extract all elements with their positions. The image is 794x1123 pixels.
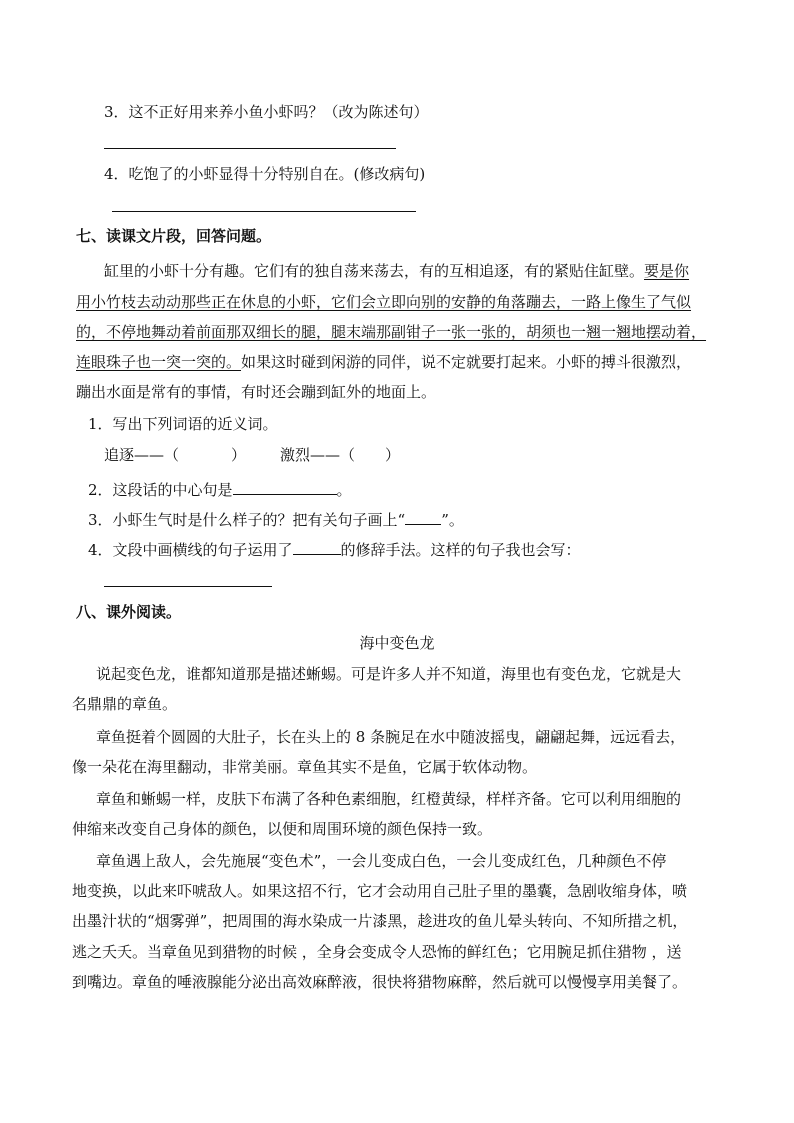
rhetoric-blank[interactable] [293, 538, 341, 555]
question-7-3-prefix: 3．小虾生气时是什么样子的？把有关句子画上“ [88, 511, 406, 529]
central-sentence-blank[interactable] [233, 478, 337, 495]
article-para-4-line-1: 章鱼遇上敌人，会先施展“变色术”，一会儿变成白色，一会儿变成红色，几种颜色不停 [96, 852, 667, 870]
passage-line-4-underlined: 连眼珠子也一突一突的。 [76, 353, 242, 371]
synonym-b-label: 激烈——（ [280, 446, 356, 464]
question-7-2-suffix: 。 [336, 481, 352, 499]
article-para-1-line-1: 说起变色龙，谁都知道那是描述蜥蜴。可是许多人并不知道，海里也有变色龙，它就是大 [96, 665, 682, 683]
answer-line-4[interactable] [112, 211, 416, 212]
passage-line-3: 的，不停地舞动着前面那双细长的腿，腿末端那副钳子一张一张的，胡须也一翘一翘地摆动着， [76, 323, 707, 341]
section-7-heading: 七、读课文片段，回答问题。 [76, 227, 272, 245]
question-7-1: 1．写出下列词语的近义词。 [88, 415, 278, 433]
question-7-2-prefix: 2．这段话的中心句是 [88, 481, 233, 499]
underline-mark-sample [405, 508, 441, 525]
passage-line-2: 用小竹枝去动动那些正在休息的小虾，它们会立即向别的安静的角落蹦去，一路上像生了气似 [76, 293, 692, 311]
passage-line-4-plain: 如果这时碰到闲游的同伴，说不定就要打起来。小虾的搏斗很激烈， [241, 353, 692, 371]
article-para-3-line-1: 章鱼和蜥蜴一样，皮肤下布满了各种色素细胞，红橙黄绿，样样齐备。它可以利用细胞的 [96, 790, 682, 808]
article-title: 海中变色龙 [359, 634, 435, 652]
article-para-1-line-2: 名鼎鼎的章鱼。 [72, 695, 178, 713]
question-7-4-prefix: 4．文段中画横线的句子运用了 [88, 541, 293, 559]
passage-line-5: 蹦出水面是常有的事情，有时还会蹦到缸外的地面上。 [76, 383, 437, 401]
article-para-4-line-4: 逃之夭夭。当章鱼见到猎物的时候 ，全身会变成令人恐怖的鲜红色；它用腕足抓住猎物 ，送 [72, 943, 682, 961]
article-para-2-line-2: 像一朵花在海里翻动，非常美丽。章鱼其实不是鱼，它属于软体动物。 [72, 758, 538, 776]
article-para-4-line-3: 出墨汁状的“烟雾弹”，把周围的海水染成一片漆黑，趁进攻的鱼儿晕头转向、不知所措之机， [72, 912, 688, 930]
passage-line-1-plain: 缸里的小虾十分有趣。它们有的独自荡来荡去，有的互相追逐，有的紧贴住缸壁。 [104, 262, 645, 280]
question-7-3-suffix: ”。 [441, 511, 464, 529]
question-7-2 [88, 478, 352, 500]
article-para-2-line-1: 章鱼挺着个圆圆的大肚子，长在头上的 8 条腕足在水中随波摇曳，翩翩起舞，远远看去， [96, 728, 686, 746]
section-8-heading: 八、课外阅读。 [76, 603, 182, 621]
question-7-3 [88, 508, 464, 530]
question-4-text: 4．吃饱了的小虾显得十分特别自在。(修改病句) [104, 165, 426, 183]
question-7-4 [88, 538, 581, 560]
article-para-4-line-2: 地变换，以此来吓唬敌人。如果这招不行，它才会动用自己肚子里的墨囊，急剧收缩身体，喷 [72, 882, 688, 900]
passage-line-1-underlined: 要是你 [644, 262, 690, 280]
synonym-row [104, 445, 400, 465]
article-para-4-line-5: 到嘴边。章鱼的唾液腺能分泌出高效麻醉液，很快将猎物麻醉，然后就可以慢慢享用美餐了。 [72, 973, 688, 991]
synonym-a-label: 追逐——（ [104, 446, 180, 464]
passage-line-1 [104, 261, 689, 281]
question-7-4-suffix: 的修辞手法。这样的句子我也会写： [340, 541, 581, 559]
passage-line-4 [76, 352, 691, 372]
answer-line-3[interactable] [104, 148, 396, 149]
synonym-b-close: ） [385, 446, 401, 464]
synonym-a-close: ） [231, 446, 247, 464]
question-3-text: 3．这不正好用来养小鱼小虾吗？（改为陈述句） [104, 103, 429, 121]
article-para-3-line-2: 伸缩来改变自己身体的颜色，以便和周围环境的颜色保持一致。 [72, 820, 493, 838]
answer-line-7-4[interactable] [104, 586, 272, 587]
